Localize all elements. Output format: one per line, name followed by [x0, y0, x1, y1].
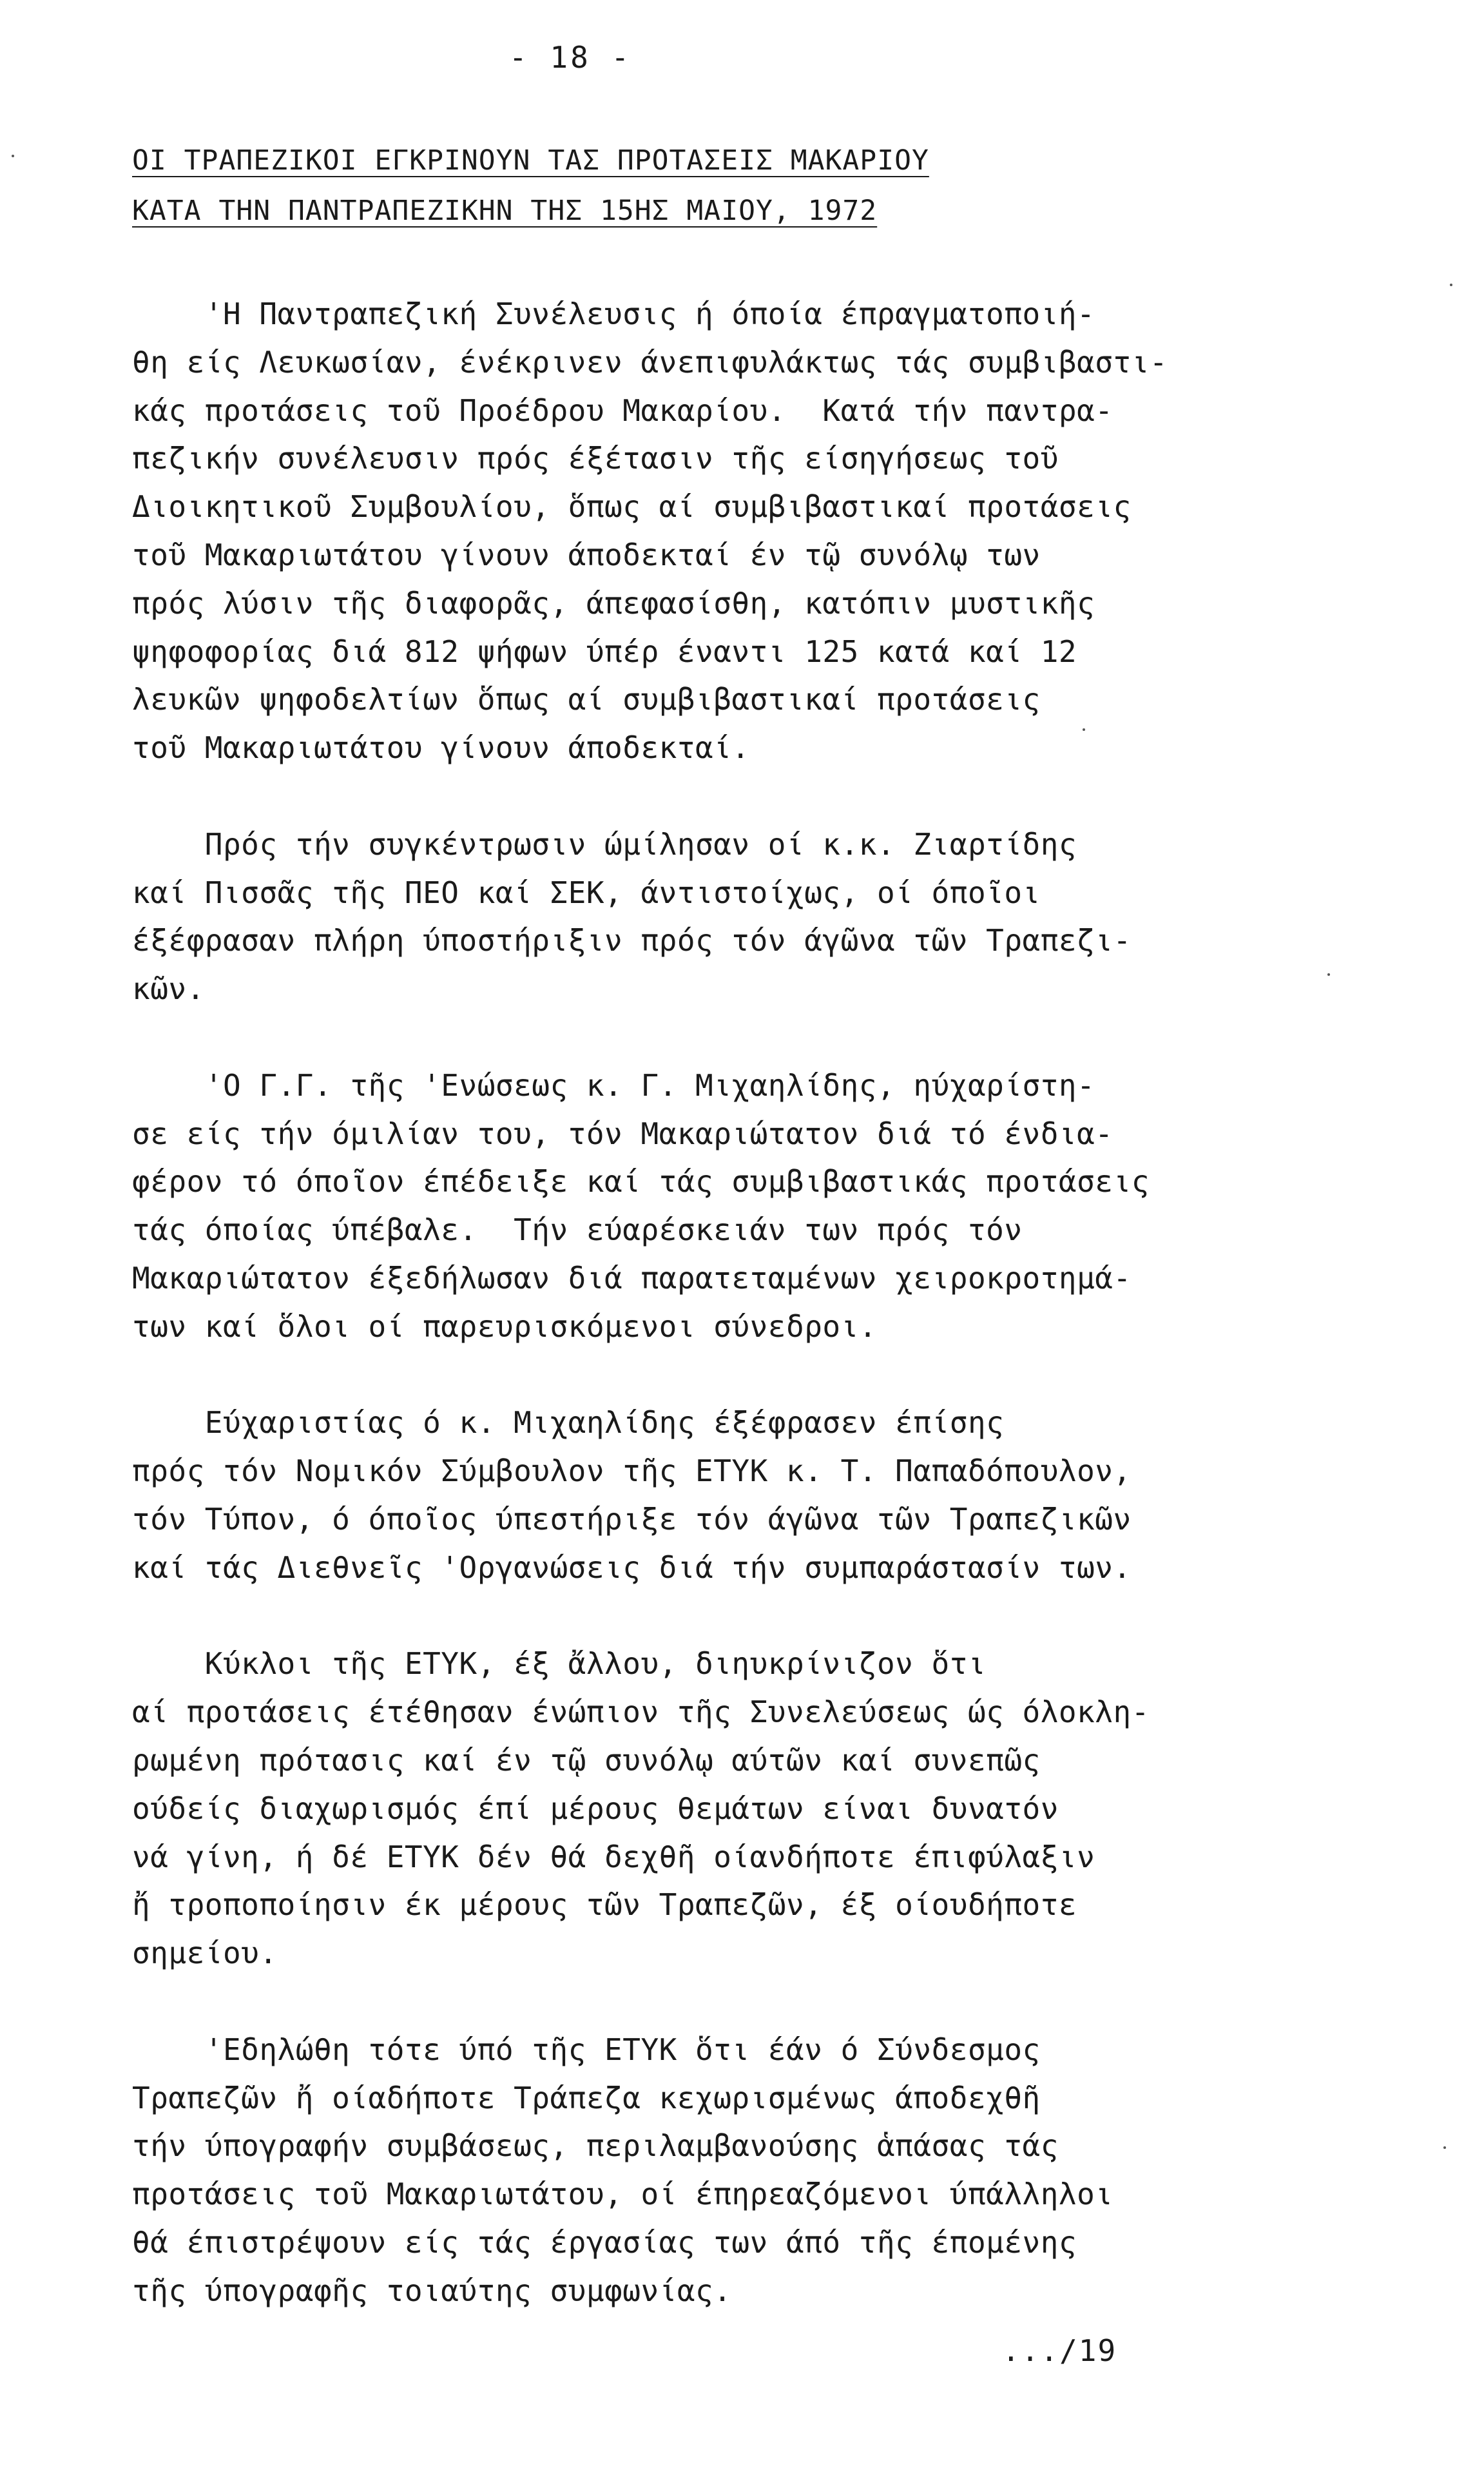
body-line: κάς προτάσεις τοῦ Προέδρου Μακαρίου. Κατά τήν παντρα-	[132, 393, 1113, 428]
body-line: τοῦ Μακαριωτάτου γίνουν άποδεκταί.	[132, 730, 750, 765]
body-line: τόν Τύπον, ό όποῖος ύπεστήριξε τόν άγῶνα τῶν Τραπεζικῶν	[132, 1502, 1132, 1537]
body-line: 'Εδηλώθη τότε ύπό τῆς ΕΤΥΚ ὅτι έάν ό Σύνδεσμος	[132, 2032, 1041, 2067]
body-line: ούδείς διαχωρισμός έπί μέρους θεμάτων είναι δυνατόν	[132, 1791, 1059, 1826]
body-line: των καί ὅλοι οί παρευρισκόμενοι σύνεδροι.	[132, 1309, 877, 1344]
body-line: Εύχαριστίας ό κ. Μιχαηλίδης έξέφρασεν έπίσης	[132, 1405, 1005, 1440]
title-line-2: ΚΑΤΑ ΤΗΝ ΠΑΝΤΡΑΠΕΖΙΚΗΝ ΤΗΣ 15ΗΣ ΜΑΙΟΥ, 1972	[132, 195, 878, 227]
body-line: πρός λύσιν τῆς διαφορᾶς, άπεφασίσθη, κατόπιν μυστικῆς	[132, 586, 1095, 621]
body-line: Τραπεζῶν ἤ οίαδήποτε Τράπεζα κεχωρισμένως άποδεχθῆ	[132, 2081, 1041, 2115]
body-line: 'Ο Γ.Γ. τῆς 'Ενώσεως κ. Γ. Μιχαηλίδης, ηύχαρίστη-	[132, 1068, 1095, 1103]
document-title	[132, 135, 929, 236]
body-line: νά γίνη, ή δέ ΕΤΥΚ δέν θά δεχθῆ οίανδήποτε έπιφύλαξιν	[132, 1840, 1095, 1874]
body-line: φέρον τό όποῖον έπέδειξε καί τάς συμβιβαστικάς προτάσεις	[132, 1164, 1150, 1199]
body-line: ἤ τροποποίησιν έκ μέρους τῶν Τραπεζῶν, έξ οίουδήποτε	[132, 1887, 1077, 1922]
body-line: Κύκλοι τῆς ΕΤΥΚ, έξ ἄλλου, διηυκρίνιζον ὅτι	[132, 1646, 987, 1681]
body-line: ψηφοφορίας διά 812 ψήφων ύπέρ έναντι 125 κατά καί 12	[132, 634, 1077, 669]
body-line: τοῦ Μακαριωτάτου γίνουν άποδεκταί έν τῷ συνόλῳ των	[132, 538, 1041, 572]
body-line: καί τάς Διεθνεῖς 'Οργανώσεις διά τήν συμπαράστασίν των.	[132, 1550, 1132, 1585]
body-line: τήν ύπογραφήν συμβάσεως, περιλαμβανούσης ἁπάσας τάς	[132, 2128, 1059, 2163]
scan-speck	[1327, 973, 1330, 976]
body-line: σημείου.	[132, 1936, 278, 1970]
body-line: Διοικητικοῦ Συμβουλίου, ὅπως αί συμβιβαστικαί προτάσεις	[132, 489, 1132, 524]
scan-speck	[1450, 284, 1452, 286]
body-line: τῆς ύπογραφῆς τοιαύτης συμφωνίας.	[132, 2273, 732, 2308]
title-line-1: ΟΙ ΤΡΑΠΕΖΙΚΟΙ ΕΓΚΡΙΝΟΥΝ ΤΑΣ ΠΡΟΤΑΣΕΙΣ ΜΑΚΑΡΙΟΥ	[132, 144, 929, 177]
body-line: Μακαριώτατον έξεδήλωσαν διά παρατεταμένων χειροκροτημά-	[132, 1261, 1132, 1296]
body-line: Πρός τήν συγκέντρωσιν ώμίλησαν οί κ.κ. Ζιαρτίδης	[132, 827, 1077, 862]
body-line: προτάσεις τοῦ Μακαριωτάτου, οί έπηρεαζόμενοι ύπάλληλοι	[132, 2177, 1113, 2211]
scan-speck	[1083, 728, 1085, 731]
body-line: θη είς Λευκωσίαν, ένέκρινεν άνεπιφυλάκτως τάς συμβιβαστι-	[132, 345, 1168, 380]
scan-speck	[1443, 2146, 1446, 2149]
page-number: - 18 -	[509, 40, 632, 75]
body-line: πρός τόν Νομικόν Σύμβουλον τῆς ΕΤΥΚ κ. Τ. Παπαδόπουλον,	[132, 1453, 1132, 1488]
body-line: λευκῶν ψηφοδελτίων ὅπως αί συμβιβαστικαί προτάσεις	[132, 682, 1041, 717]
body-line: καί Πισσᾶς τῆς ΠΕΟ καί ΣΕΚ, άντιστοίχως, οί όποῖοι	[132, 875, 1041, 910]
body-line: πεζικήν συνέλευσιν πρός έξέτασιν τῆς είσηγήσεως τοῦ	[132, 441, 1059, 476]
continuation-marker: .../19	[1002, 2333, 1117, 2368]
body-line: 'Η Παντραπεζική Συνέλευσις ή όποία έπραγματοποιή-	[132, 296, 1095, 331]
body-line: αί προτάσεις έτέθησαν ένώπιον τῆς Συνελεύσεως ώς όλοκλη-	[132, 1695, 1150, 1729]
body-line: τάς όποίας ύπέβαλε. Τήν εύαρέσκειάν των πρός τόν	[132, 1212, 1023, 1247]
scan-speck	[12, 155, 14, 157]
body-line: σε είς τήν όμιλίαν του, τόν Μακαριώτατον διά τό ένδια-	[132, 1116, 1113, 1151]
body-line: έξέφρασαν πλήρη ύποστήριξιν πρός τόν άγῶνα τῶν Τραπεζι-	[132, 923, 1132, 958]
body-line: κῶν.	[132, 971, 205, 1006]
body-line: θά έπιστρέψουν είς τάς έργασίας των άπό τῆς έπομένης	[132, 2225, 1077, 2260]
body-line: ρωμένη πρότασις καί έν τῷ συνόλῳ αύτῶν καί συνεπῶς	[132, 1743, 1041, 1778]
